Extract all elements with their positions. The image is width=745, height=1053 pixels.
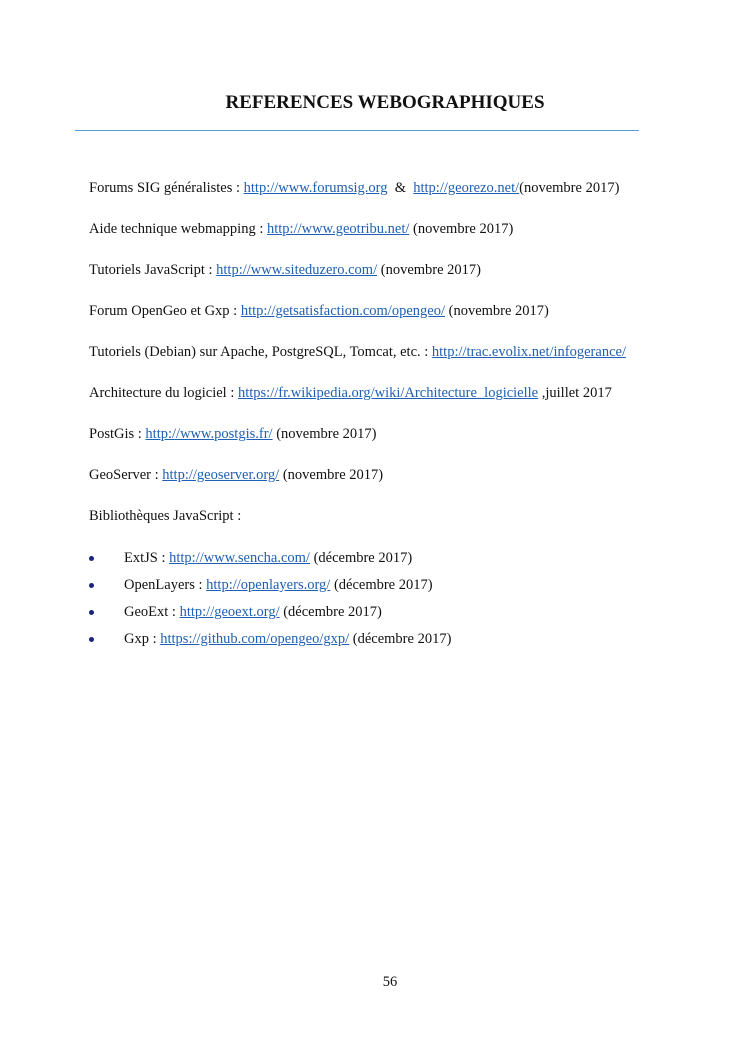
reference-label: Tutoriels (Debian) sur Apache, PostgreSQL, Tomcat, etc. :: [89, 344, 432, 360]
library-text: [124, 550, 412, 567]
reference-entry: [89, 467, 383, 484]
page-number: 56: [382, 974, 398, 990]
reference-link[interactable]: https://fr.wikipedia.org/wiki/Architecture_logicielle: [237, 385, 539, 401]
reference-link[interactable]: http://trac.evolix.net/infogerance/: [431, 344, 626, 360]
reference-entry: [89, 303, 549, 320]
library-date: (décembre 2017): [279, 604, 382, 620]
title-underline: [75, 130, 639, 131]
library-date: (décembre 2017): [349, 631, 452, 647]
reference-date: (novembre 2017): [279, 467, 384, 483]
reference-label: Forums SIG généralistes :: [89, 180, 244, 196]
library-label: GeoExt :: [124, 604, 180, 620]
reference-date: (novembre 2017): [272, 426, 377, 442]
library-date: (décembre 2017): [330, 577, 433, 593]
reference-label: Tutoriels JavaScript :: [89, 262, 217, 278]
bullet-icon: [89, 637, 94, 642]
reference-entry: [89, 508, 241, 525]
library-label: OpenLayers :: [124, 577, 207, 593]
reference-link[interactable]: http://www.postgis.fr/: [145, 426, 273, 442]
reference-entry: [89, 262, 481, 279]
reference-separator: &: [387, 180, 414, 196]
bullet-icon: [89, 610, 94, 615]
library-link[interactable]: https://github.com/opengeo/gxp/: [160, 631, 350, 647]
reference-label: Architecture du logiciel :: [89, 385, 238, 401]
reference-entry: [89, 426, 376, 443]
bullet-icon: [89, 583, 94, 588]
reference-label: Bibliothèques JavaScript :: [89, 508, 242, 524]
reference-label: Aide technique webmapping :: [89, 221, 267, 237]
reference-entry: [89, 180, 619, 197]
library-link[interactable]: http://openlayers.org/: [206, 577, 331, 593]
reference-label: GeoServer :: [89, 467, 163, 483]
bullet-icon: [89, 556, 94, 561]
library-label: ExtJS :: [124, 550, 170, 566]
reference-link[interactable]: http://georezo.net/: [413, 180, 520, 196]
reference-date: (novembre 2017): [519, 180, 620, 196]
reference-date: ,juillet 2017: [538, 385, 612, 401]
library-date: (décembre 2017): [309, 550, 413, 566]
library-text: [124, 604, 382, 621]
reference-link[interactable]: http://www.siteduzero.com/: [216, 262, 378, 278]
library-link[interactable]: http://geoext.org/: [179, 604, 280, 620]
reference-entry: [89, 385, 612, 402]
page-title: REFERENCES WEBOGRAPHIQUES: [225, 92, 545, 113]
reference-label: PostGis :: [89, 426, 146, 442]
reference-entry: [89, 221, 513, 238]
reference-link[interactable]: http://www.geotribu.net/: [266, 221, 410, 237]
library-label: Gxp :: [124, 631, 161, 647]
library-link[interactable]: http://www.sencha.com/: [169, 550, 310, 566]
library-text: [124, 577, 433, 594]
reference-link[interactable]: http://www.forumsig.org: [243, 180, 388, 196]
reference-label: Forum OpenGeo et Gxp :: [89, 303, 241, 319]
reference-date: (novembre 2017): [445, 303, 549, 319]
reference-date: (novembre 2017): [377, 262, 481, 278]
library-text: [124, 631, 451, 648]
reference-date: (novembre 2017): [409, 221, 514, 237]
reference-link[interactable]: http://geoserver.org/: [162, 467, 280, 483]
reference-link[interactable]: http://getsatisfaction.com/opengeo/: [240, 303, 445, 319]
reference-entry: [89, 344, 626, 361]
